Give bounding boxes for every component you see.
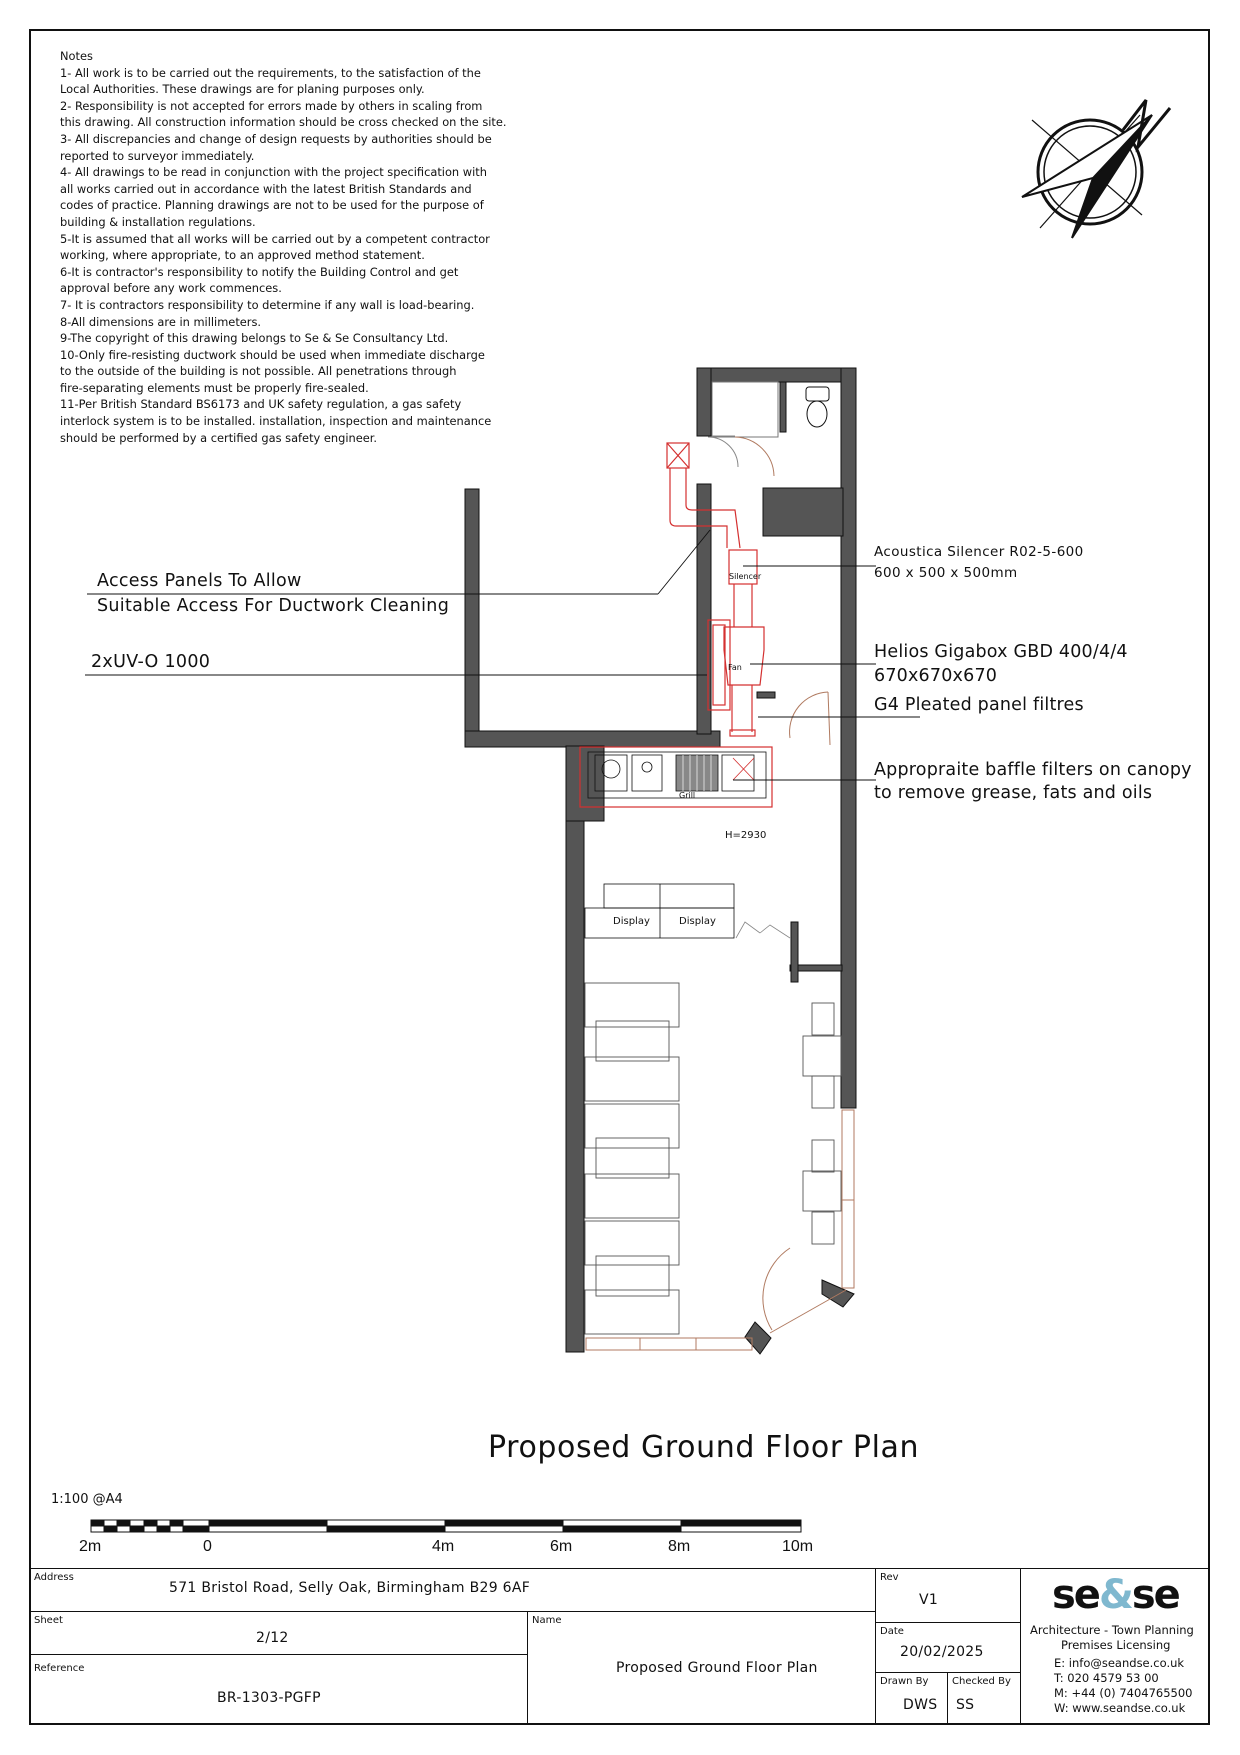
logo-text: se: [1052, 1572, 1099, 1618]
booth-seating: [585, 983, 679, 1334]
scale-label: 6m: [550, 1538, 573, 1555]
note-line: fire-separating elements must be properly fire-sealed.: [60, 380, 369, 395]
date-cell: [875, 1622, 1021, 1673]
address-value: 571 Bristol Road, Selly Oak, Birmingham B29 6AF: [169, 1580, 531, 1596]
note-line: 11-Per British Standard BS6173 and UK safety regulation, a gas safety: [60, 397, 462, 412]
plan-title: Proposed Ground Floor Plan: [488, 1430, 920, 1465]
reference-caption: Reference: [34, 1663, 85, 1674]
address-caption: Address: [34, 1572, 74, 1583]
note-line: 1- All work is to be carried out the requirements, to the satisfaction of the: [60, 65, 481, 80]
note-line: all works carried out in accordance with the latest British Standards and: [60, 181, 472, 196]
date-value: 20/02/2025: [900, 1644, 984, 1660]
display-counters: [585, 884, 790, 938]
address-cell: [29, 1568, 876, 1612]
note-line: building & installation regulations.: [60, 214, 256, 229]
scale-ratio: 1:100 @A4: [51, 1492, 123, 1507]
scale-label: 4m: [432, 1538, 455, 1555]
annotation-silencer-size: 600 x 500 x 500mm: [874, 565, 1018, 581]
annotation-baffle-filters: Appropraite baffle filters on canopy: [874, 760, 1192, 780]
wc-room: [708, 382, 830, 745]
company-email: E: info@seandse.co.uk: [1054, 1656, 1185, 1670]
note-line: interlock system is to be installed. installation, inspection and maintenance: [60, 414, 492, 429]
rev-caption: Rev: [880, 1572, 899, 1583]
annotation-baffle-filters: to remove grease, fats and oils: [874, 783, 1153, 803]
note-line: 5-It is assumed that all works will be carried out by a competent contractor: [60, 231, 490, 246]
kitchen-equipment: [588, 752, 766, 798]
company-tagline: Architecture - Town Planning: [1030, 1623, 1194, 1637]
scale-bar: [91, 1520, 801, 1532]
scale-label: 10m: [782, 1538, 814, 1555]
sheet-cell: [29, 1611, 528, 1655]
note-line: 2- Responsibility is not accepted for errors made by others in scaling from: [60, 98, 483, 113]
annotation-access-panels: Suitable Access For Ductwork Cleaning: [97, 596, 450, 616]
company-tagline: Premises Licensing: [1061, 1638, 1171, 1652]
name-value: Proposed Ground Floor Plan: [616, 1660, 818, 1676]
north-arrow-icon: [1022, 100, 1170, 238]
note-line: reported to surveyor immediately.: [60, 148, 255, 163]
annotation-fan-size: 670x670x670: [874, 666, 998, 686]
date-caption: Date: [880, 1626, 904, 1637]
building-walls: [465, 368, 856, 1354]
display-label: Display: [679, 916, 716, 927]
name-caption: Name: [532, 1615, 562, 1626]
checked-by-caption: Checked By: [952, 1676, 1011, 1687]
display-label: Display: [613, 916, 650, 927]
sheet-caption: Sheet: [34, 1615, 63, 1626]
drawn-by-value: DWS: [903, 1697, 938, 1713]
checked-by-value: SS: [956, 1697, 975, 1713]
reference-cell: [29, 1654, 528, 1725]
company-logo: [1052, 1572, 1179, 1618]
reference-value: BR-1303-PGFP: [217, 1690, 321, 1706]
notes-heading: Notes: [60, 49, 93, 63]
note-line: 6-It is contractor's responsibility to notify the Building Control and get: [60, 264, 459, 279]
annotation-g4-filters: G4 Pleated panel filtres: [874, 695, 1084, 715]
fan-label: Fan: [728, 663, 742, 672]
drawn-by-caption: Drawn By: [880, 1676, 929, 1687]
scale-label: 0: [203, 1538, 212, 1555]
note-line: 4- All drawings to be read in conjunction with the project specification with: [60, 165, 487, 180]
note-line: 7- It is contractors responsibility to determine if any wall is load-bearing.: [60, 297, 475, 312]
logo-text: se: [1131, 1572, 1179, 1618]
scale-label: 8m: [668, 1538, 691, 1555]
ceiling-height-label: H=2930: [725, 830, 767, 841]
note-line: should be performed by a certified gas safety engineer.: [60, 430, 378, 445]
note-line: codes of practice. Planning drawings are not to be used for the purpose of: [60, 198, 484, 213]
note-line: 8-All dimensions are in millimeters.: [60, 314, 262, 329]
drawn-by-cell: [875, 1672, 948, 1725]
annotation-fan: Helios Gigabox GBD 400/4/4: [874, 642, 1128, 662]
rev-value: V1: [919, 1592, 939, 1608]
note-line: 9-The copyright of this drawing belongs to Se & Se Consultancy Ltd.: [60, 331, 449, 346]
annotation-silencer: Acoustica Silencer R02-5-600: [874, 544, 1084, 560]
checked-by-cell: [947, 1672, 1021, 1725]
tables-and-chairs: [803, 1003, 841, 1244]
silencer-label: Silencer: [729, 572, 762, 581]
note-line: approval before any work commences.: [60, 281, 282, 296]
rev-cell: [875, 1568, 1021, 1623]
note-line: this drawing. All construction information should be cross checked on the site.: [60, 115, 507, 130]
company-website: W: www.seandse.co.uk: [1054, 1701, 1186, 1715]
annotation-uv-filter: 2xUV-O 1000: [91, 652, 211, 672]
note-line: 10-Only fire-resisting ductwork should be used when immediate discharge: [60, 347, 485, 362]
title-block: [29, 1568, 1210, 1725]
name-cell: [527, 1611, 876, 1725]
scale-label: 2m: [79, 1538, 102, 1555]
note-line: Local Authorities. These drawings are for planing purposes only.: [60, 82, 425, 97]
company-mobile: M: +44 (0) 7404765500: [1054, 1686, 1193, 1700]
note-line: working, where appropriate, to an approved method statement.: [60, 248, 425, 263]
grill-label: Grill: [679, 791, 696, 800]
note-line: 3- All discrepancies and change of design requests by authorities should be: [60, 131, 492, 146]
shopfront-glazing: [586, 1110, 854, 1350]
annotation-access-panels: Access Panels To Allow: [97, 571, 302, 591]
ductwork: [580, 443, 772, 807]
company-phone: T: 020 4579 53 00: [1054, 1671, 1159, 1685]
logo-ampersand: &: [1098, 1572, 1132, 1618]
note-line: to the outside of the building is not possible. All penetrations through: [60, 364, 457, 379]
sheet-value: 2/12: [256, 1630, 289, 1646]
